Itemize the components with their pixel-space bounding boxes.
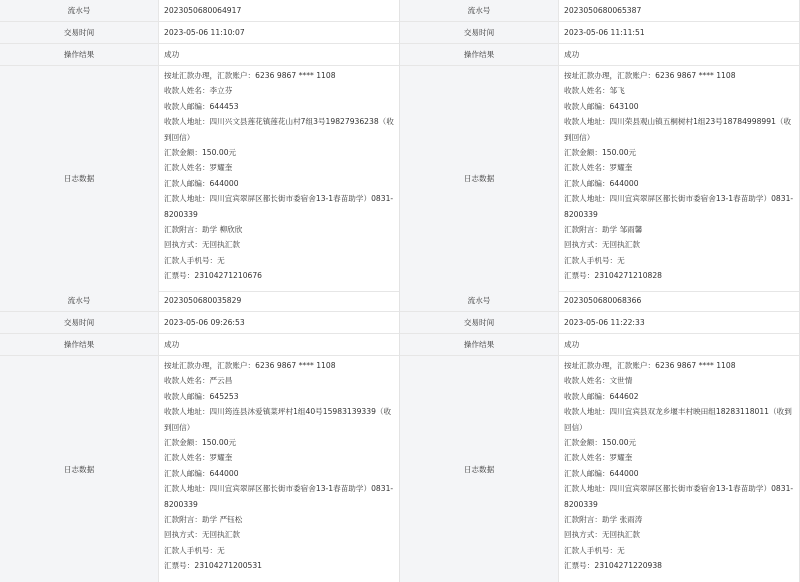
result-label: 操作结果 xyxy=(0,334,159,355)
log-line-remitter-address: 汇款人地址：四川宜宾翠屏区都长街市委宿舍13-1春苗助学）0831-8200339 xyxy=(164,194,394,219)
trade-time-value: 2023-05-06 11:11:51 xyxy=(564,28,645,37)
log-line-note: 汇款附言：助学 张雨涛 xyxy=(564,514,643,524)
serial-label: 流水号 xyxy=(0,290,159,311)
log-line-remitter-name: 汇款人姓名：罗耀奎 xyxy=(564,453,633,463)
log-line-draft-number: 汇票号：23104271220938 xyxy=(564,561,663,571)
log-line-payee-zip: 收款人邮编：645253 xyxy=(164,391,239,401)
result-row xyxy=(400,334,799,356)
serial-value: 2023050680035829 xyxy=(164,296,242,305)
log-line-remitter-zip: 汇款人邮编：644000 xyxy=(564,178,639,188)
log-label: 日志数据 xyxy=(0,66,159,291)
result-value: 成功 xyxy=(564,340,580,349)
serial-row xyxy=(400,290,799,312)
remittance-record-card xyxy=(0,0,400,292)
log-line-receipt-method: 回执方式：无回执汇款 xyxy=(164,530,240,540)
result-row xyxy=(400,44,799,66)
log-label: 日志数据 xyxy=(0,356,159,582)
trade-time-value: 2023-05-06 11:10:07 xyxy=(164,28,245,37)
log-line-remitter-name: 汇款人姓名：罗耀奎 xyxy=(564,163,633,173)
remittance-record-card xyxy=(0,290,400,582)
result-value: 成功 xyxy=(164,340,180,349)
trade-time-label: 交易时间 xyxy=(0,22,159,43)
trade-time-row xyxy=(0,312,399,334)
serial-label: 流水号 xyxy=(400,0,559,21)
log-line-note: 汇款附言：助学 邹雨馨 xyxy=(564,224,643,234)
log-line-payee-address: 收款人地址：四川筠连县沐爱镇菜坪村1组40号15983139339（收到回信） xyxy=(164,407,392,432)
log-line-draft-number: 汇票号：23104271210828 xyxy=(564,271,663,281)
trade-time-value: 2023-05-06 09:26:53 xyxy=(164,318,245,327)
log-line-remitter-zip: 汇款人邮编：644000 xyxy=(164,178,239,188)
log-content xyxy=(159,66,399,291)
log-row xyxy=(400,356,799,582)
result-row xyxy=(0,44,399,66)
remittance-record-card xyxy=(400,290,800,582)
log-line-amount: 汇款金额：150.00元 xyxy=(564,437,637,447)
log-line-payee-address: 收款人地址：四川宜宾县双龙乡堰丰村映田组18283118011（收到回信） xyxy=(564,407,792,432)
result-label: 操作结果 xyxy=(0,44,159,65)
log-line-remitter-address: 汇款人地址：四川宜宾翠屏区都长街市委宿舍13-1春苗助学）0831-8200339 xyxy=(564,484,794,509)
result-label: 操作结果 xyxy=(400,334,559,355)
log-line-phone: 汇款人手机号：无 xyxy=(164,545,225,555)
log-line-account: 按址汇款办理，汇款账户：6236 9867 **** 1108 xyxy=(164,71,336,80)
serial-label: 流水号 xyxy=(0,0,159,21)
trade-time-label: 交易时间 xyxy=(400,22,559,43)
log-line-remitter-address: 汇款人地址：四川宜宾翠屏区都长街市委宿舍13-1春苗助学）0831-8200339 xyxy=(564,194,794,219)
log-line-amount: 汇款金额：150.00元 xyxy=(164,437,237,447)
log-line-phone: 汇款人手机号：无 xyxy=(564,255,625,265)
log-line-remitter-name: 汇款人姓名：罗耀奎 xyxy=(164,163,233,173)
trade-time-label: 交易时间 xyxy=(400,312,559,333)
log-row xyxy=(0,356,399,582)
log-line-payee-name: 收款人姓名：李立芬 xyxy=(164,86,233,96)
log-line-phone: 汇款人手机号：无 xyxy=(164,255,225,265)
trade-time-value: 2023-05-06 11:22:33 xyxy=(564,318,645,327)
trade-time-label: 交易时间 xyxy=(0,312,159,333)
result-row xyxy=(0,334,399,356)
log-line-payee-name: 收款人姓名：邹飞 xyxy=(564,86,625,96)
log-row xyxy=(0,66,399,292)
log-line-receipt-method: 回执方式：无回执汇款 xyxy=(564,240,640,250)
log-line-draft-number: 汇票号：23104271210676 xyxy=(164,271,263,281)
log-line-remitter-zip: 汇款人邮编：644000 xyxy=(564,468,639,478)
result-value: 成功 xyxy=(564,50,580,59)
result-label: 操作结果 xyxy=(400,44,559,65)
trade-time-row xyxy=(400,22,799,44)
result-value: 成功 xyxy=(164,50,180,59)
log-line-payee-zip: 收款人邮编：644453 xyxy=(164,101,239,111)
log-content xyxy=(159,356,399,582)
log-line-payee-address: 收款人地址：四川兴文县莲花镇莲花山村7组3号19827936238（收到回信） xyxy=(164,117,394,142)
log-content xyxy=(559,66,799,291)
serial-value: 2023050680065387 xyxy=(564,6,642,15)
log-line-payee-zip: 收款人邮编：643100 xyxy=(564,101,639,111)
log-line-remitter-address: 汇款人地址：四川宜宾翠屏区都长街市委宿舍13-1春苗助学）0831-8200339 xyxy=(164,484,394,509)
serial-label: 流水号 xyxy=(400,290,559,311)
trade-time-row xyxy=(400,312,799,334)
remittance-record-card xyxy=(400,0,800,292)
log-line-amount: 汇款金额：150.00元 xyxy=(164,147,237,157)
log-line-payee-name: 收款人姓名：严云昌 xyxy=(164,376,233,386)
log-line-account: 按址汇款办理，汇款账户：6236 9867 **** 1108 xyxy=(564,361,736,370)
log-line-account: 按址汇款办理，汇款账户：6236 9867 **** 1108 xyxy=(164,361,336,370)
log-line-phone: 汇款人手机号：无 xyxy=(564,545,625,555)
log-line-note: 汇款附言：助学 严钰松 xyxy=(164,514,243,524)
log-line-receipt-method: 回执方式：无回执汇款 xyxy=(564,530,640,540)
log-line-receipt-method: 回执方式：无回执汇款 xyxy=(164,240,240,250)
serial-row xyxy=(0,290,399,312)
log-line-payee-name: 收款人姓名：文世情 xyxy=(564,376,633,386)
serial-value: 2023050680064917 xyxy=(164,6,242,15)
trade-time-row xyxy=(0,22,399,44)
log-content xyxy=(559,356,799,582)
log-line-payee-zip: 收款人邮编：644602 xyxy=(564,391,639,401)
log-line-remitter-zip: 汇款人邮编：644000 xyxy=(164,468,239,478)
log-label: 日志数据 xyxy=(400,356,559,582)
log-line-draft-number: 汇票号：23104271200531 xyxy=(164,561,263,571)
serial-row xyxy=(400,0,799,22)
log-line-payee-address: 收款人地址：四川荣县观山镇五桐树村1组23号18784998991（收到回信） xyxy=(564,117,792,142)
serial-row xyxy=(0,0,399,22)
log-line-amount: 汇款金额：150.00元 xyxy=(564,147,637,157)
log-row xyxy=(400,66,799,292)
log-line-note: 汇款附言：助学 柳欣欣 xyxy=(164,224,243,234)
log-line-account: 按址汇款办理，汇款账户：6236 9867 **** 1108 xyxy=(564,71,736,80)
log-line-remitter-name: 汇款人姓名：罗耀奎 xyxy=(164,453,233,463)
log-label: 日志数据 xyxy=(400,66,559,291)
serial-value: 2023050680068366 xyxy=(564,296,642,305)
